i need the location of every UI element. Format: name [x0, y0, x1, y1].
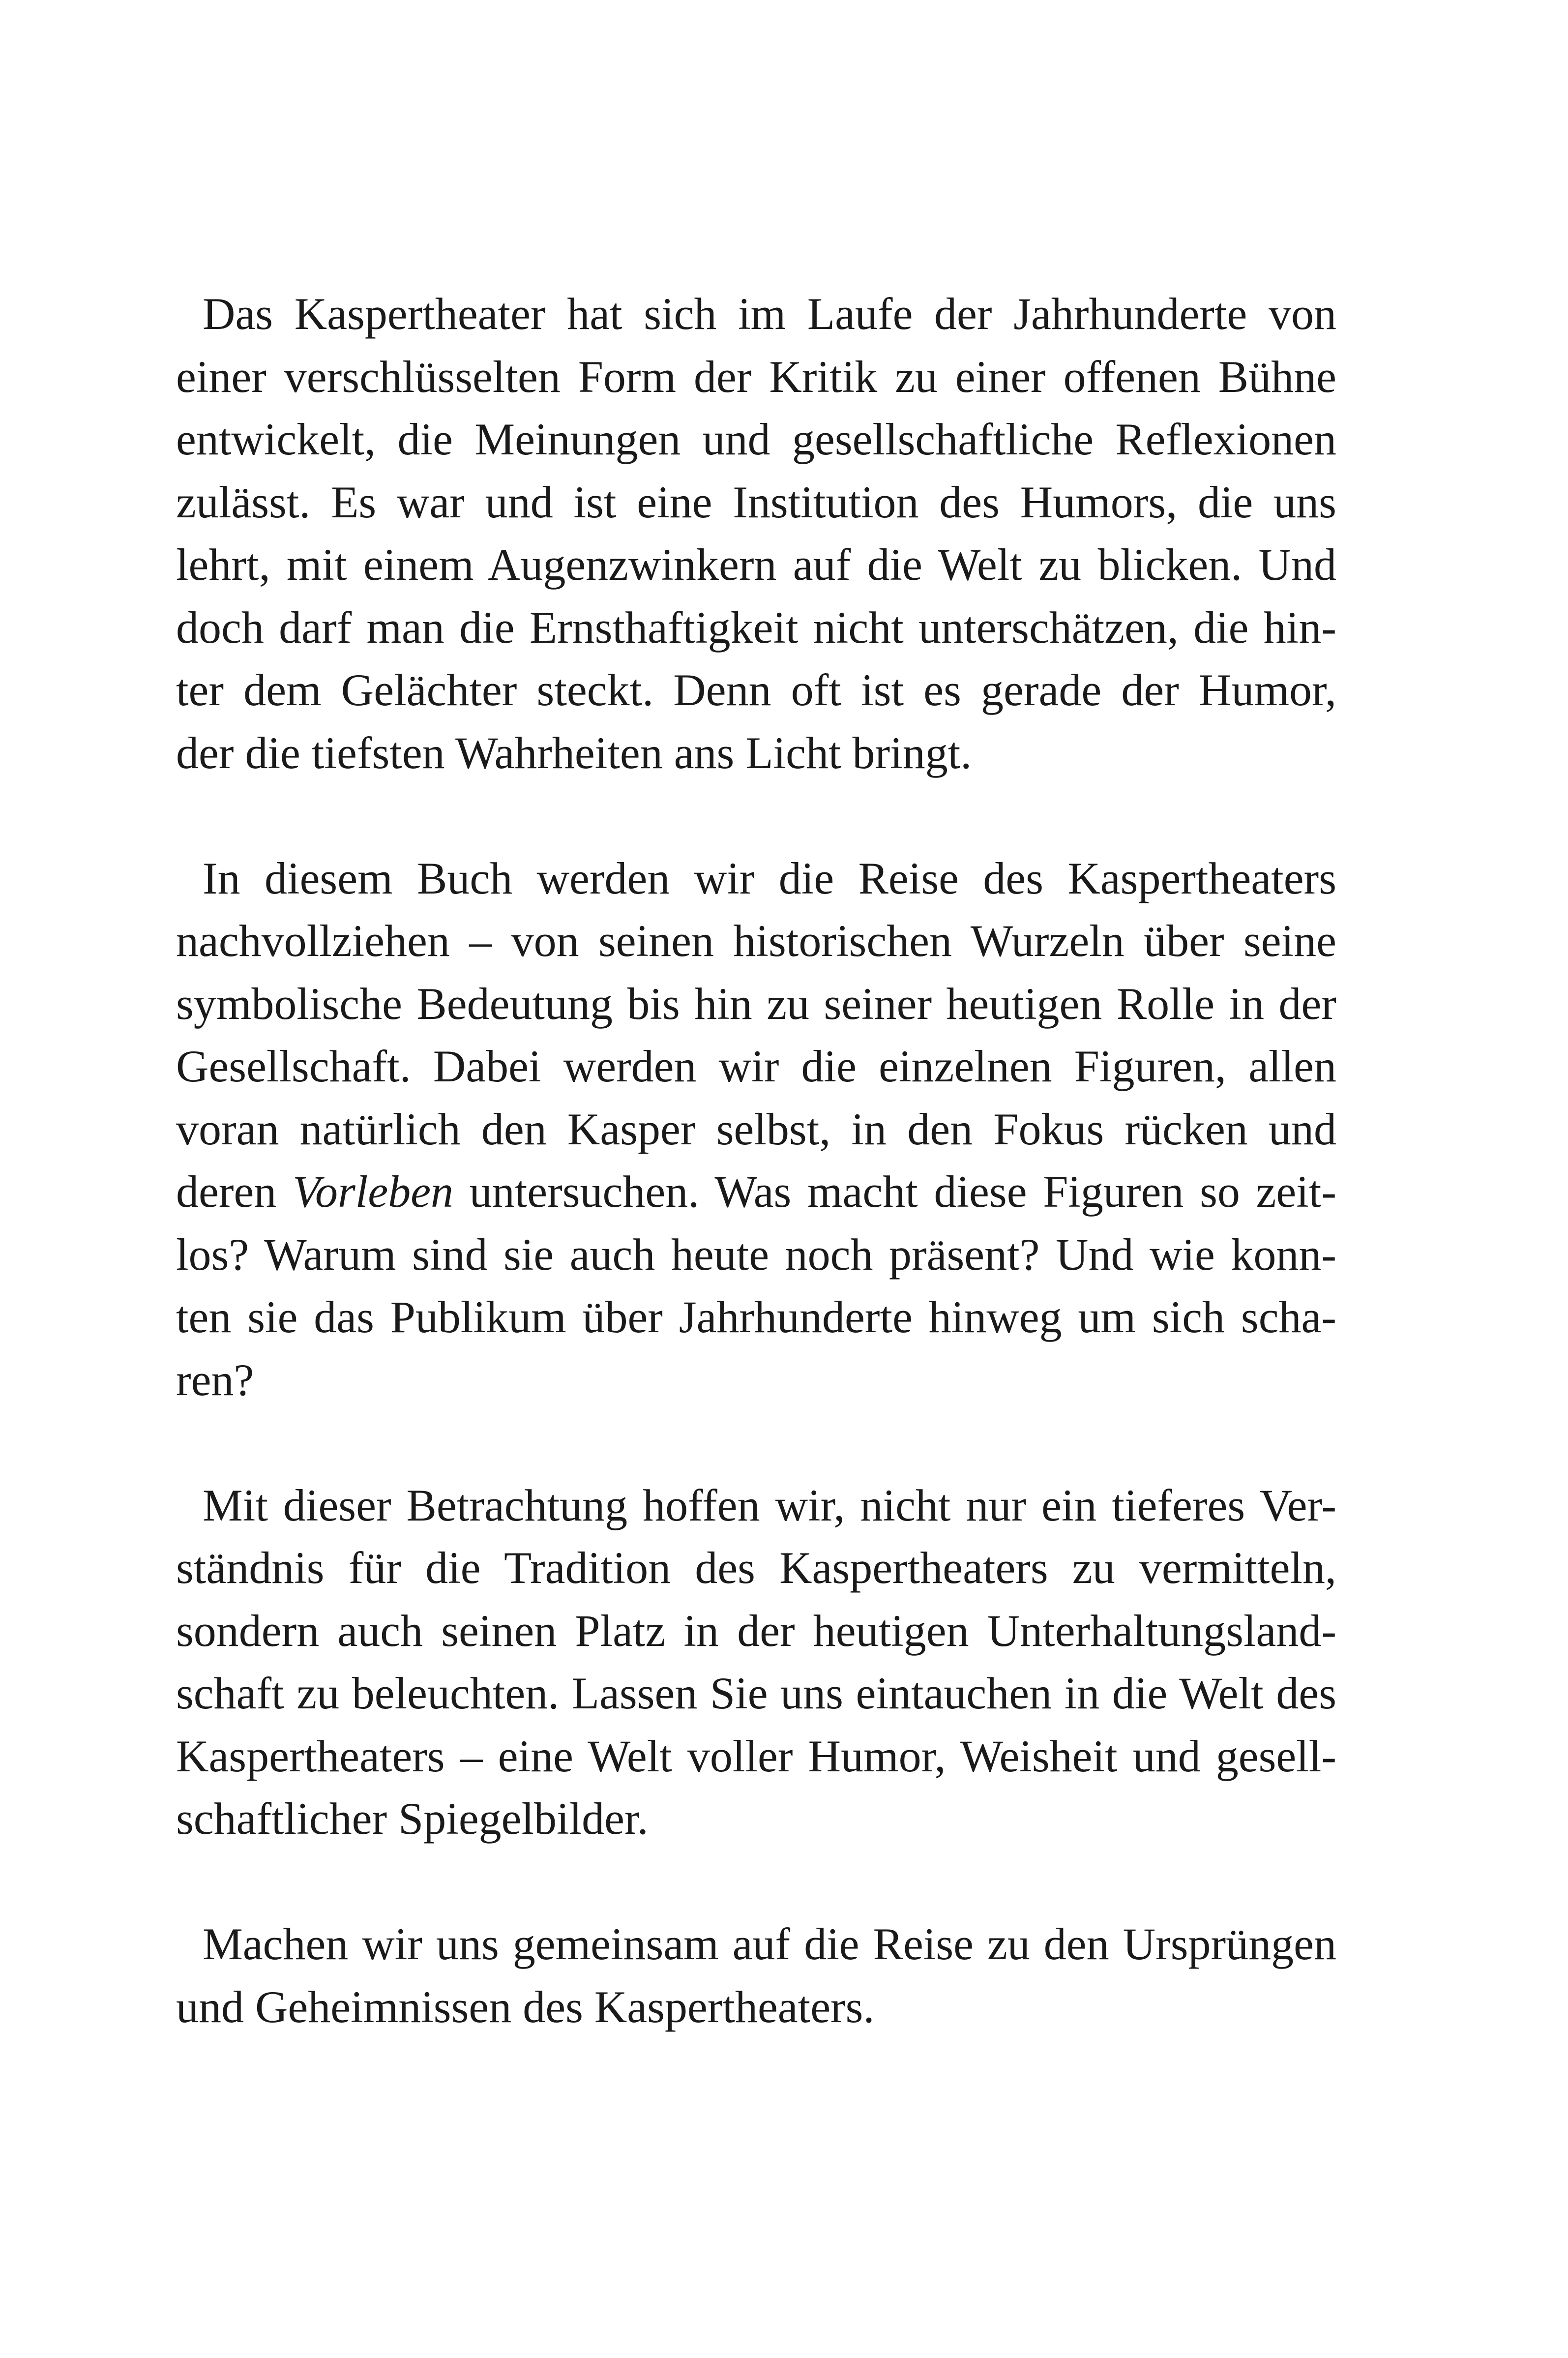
text-line: der die tiefsten Wahrheiten ans Licht bringt.: [176, 727, 972, 778]
italic-word: Vorleben: [293, 1166, 454, 1217]
paragraph-3: [176, 1474, 1336, 1851]
text-line: Kaspertheaters – eine Welt voller Humor, Weisheit und gesell-: [176, 1731, 1336, 1781]
text-fragment: untersuchen. Was macht diese Figuren so zeit-: [453, 1166, 1336, 1217]
text-line: lehrt, mit einem Augenzwinkern auf die Welt zu blicken. Und: [176, 539, 1336, 590]
text-line: sondern auch seinen Platz in der heutigen Unterhaltungsland-: [176, 1605, 1336, 1656]
text-line: doch darf man die Ernsthaftigkeit nicht unterschätzen, die hin-: [176, 602, 1336, 653]
text-line: ren?: [176, 1354, 254, 1405]
text-line: los? Warum sind sie auch heute noch präsent? Und wie konn-: [176, 1229, 1336, 1280]
text-line: entwickelt, die Meinungen und gesellschaftliche Reflexionen: [176, 414, 1336, 464]
text-line: ständnis für die Tradition des Kaspertheaters zu vermitteln,: [176, 1543, 1336, 1593]
text-line: nachvollziehen – von seinen historischen Wurzeln über seine: [176, 916, 1336, 966]
text-line: und Geheimnissen des Kaspertheaters.: [176, 1981, 875, 2032]
text-line: schaft zu beleuchten. Lassen Sie uns eintauchen in die Welt des: [176, 1668, 1336, 1718]
text-line: Machen wir uns gemeinsam auf die Reise zu den Ursprüngen: [203, 1919, 1336, 1969]
paragraph-1: [176, 283, 1336, 784]
text-line: Das Kaspertheater hat sich im Laufe der Jahrhunderte von: [203, 289, 1336, 339]
paragraph-2: [176, 847, 1336, 1412]
text-line: schaftlicher Spiegelbilder.: [176, 1793, 649, 1844]
body-text: [176, 283, 1336, 2101]
text-line: Mit dieser Betrachtung hoffen wir, nicht nur ein tieferes Ver-: [203, 1480, 1336, 1530]
text-line: ten sie das Publikum über Jahrhunderte hinweg um sich scha-: [176, 1292, 1336, 1342]
text-line: einer verschlüsselten Form der Kritik zu einer offenen Bühne: [176, 351, 1336, 402]
text-line: Gesellschaft. Dabei werden wir die einzelnen Figuren, allen: [176, 1041, 1336, 1091]
text-line: symbolische Bedeutung bis hin zu seiner heutigen Rolle in der: [176, 978, 1336, 1029]
text-fragment: deren: [176, 1166, 293, 1217]
text-line: In diesem Buch werden wir die Reise des Kaspertheaters: [203, 853, 1336, 903]
text-line: voran natürlich den Kasper selbst, in den Fokus rücken und: [176, 1104, 1336, 1154]
text-line: zulässt. Es war und ist eine Institution des Humors, die uns: [176, 477, 1336, 527]
text-line-with-emphasis: [176, 1161, 1336, 1224]
text-line: ter dem Gelächter steckt. Denn oft ist es gerade der Humor,: [176, 665, 1336, 715]
paragraph-4: [176, 1913, 1336, 2038]
